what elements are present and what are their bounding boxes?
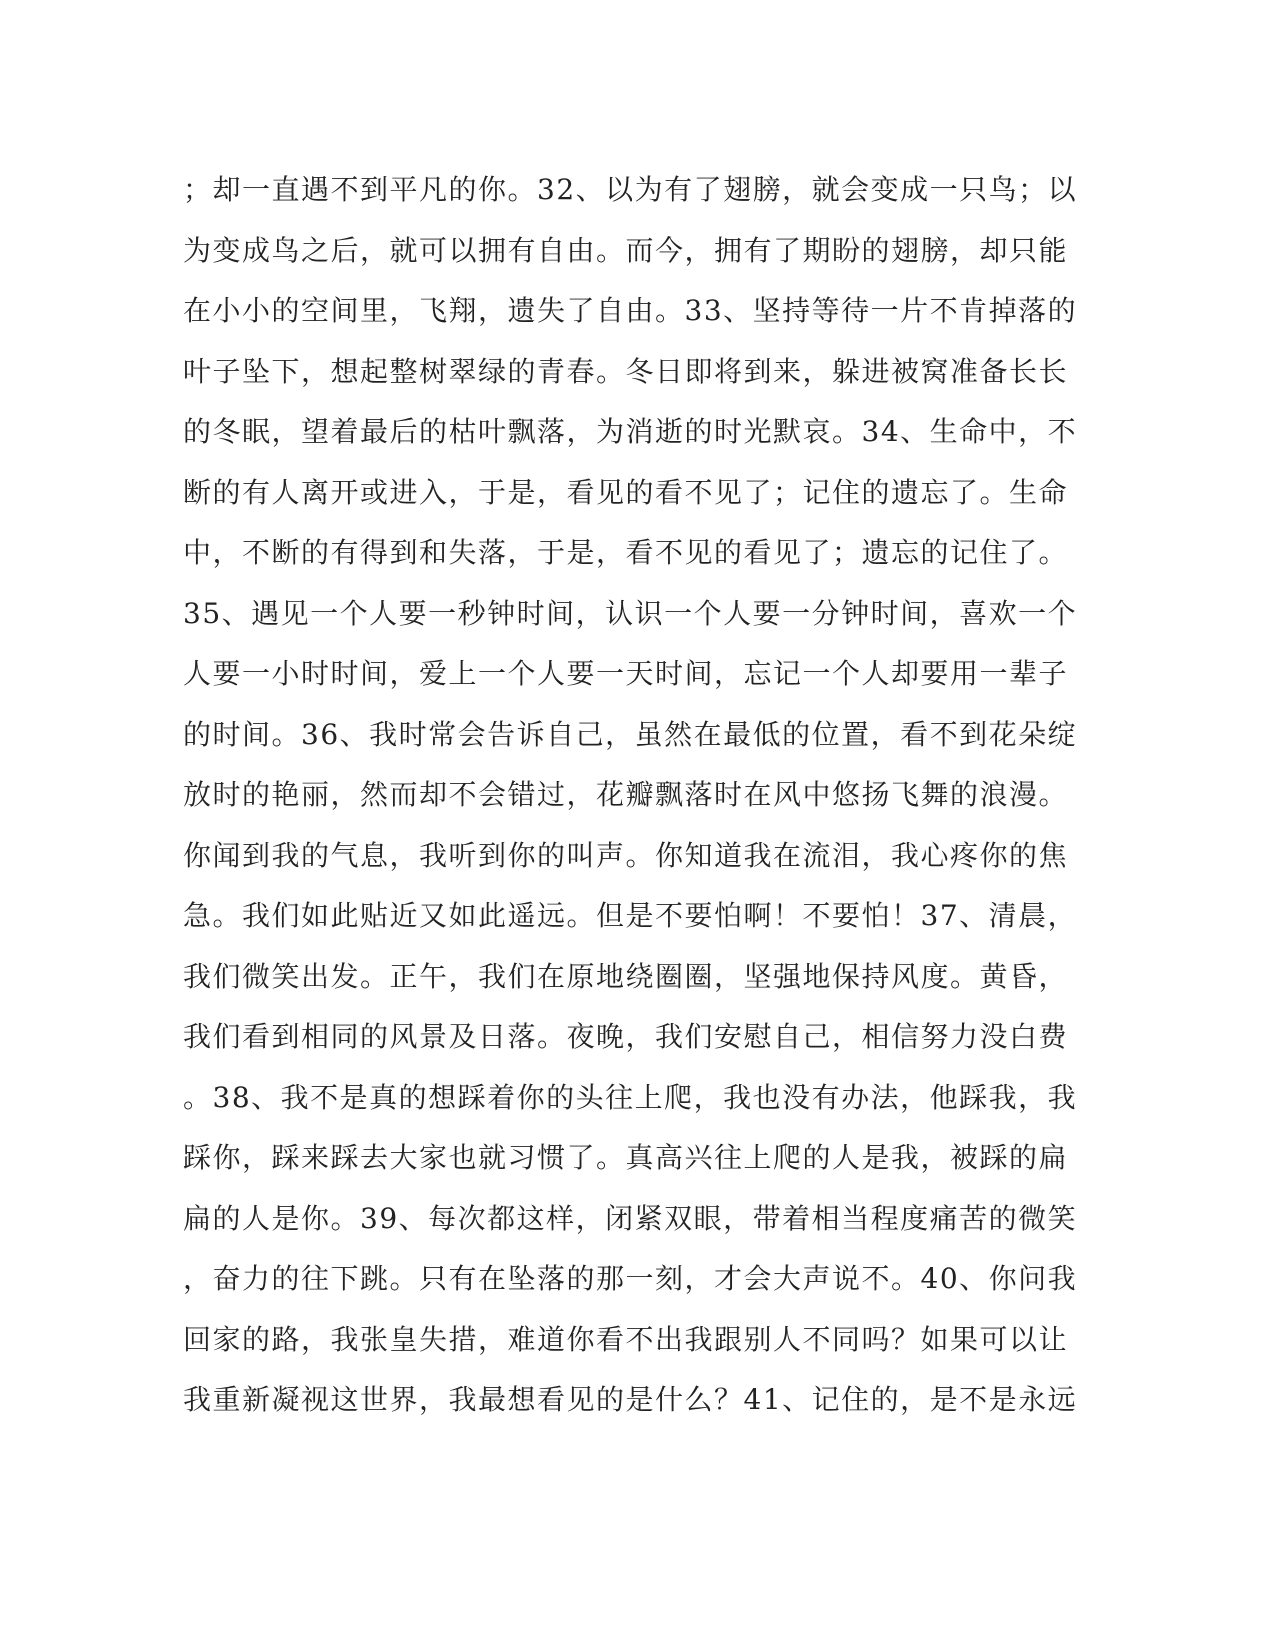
text-line: 急。我们如此贴近又如此遥远。但是不要怕啊！不要怕！37、清晨， [183, 899, 1078, 932]
text-line: 你闻到我的气息，我听到你的叫声。你知道我在流泪，我心疼你的焦 [183, 838, 1069, 872]
text-line: 放时的艳丽，然而却不会错过，花瓣飘落时在风中悠扬飞舞的浪漫。 [183, 778, 1069, 811]
text-line: 踩你，踩来踩去大家也就习惯了。真高兴往上爬的人是我，被踩的扁 [183, 1141, 1069, 1174]
body-text [183, 160, 1078, 1431]
text-line: 我重新凝视这世界，我最想看见的是什么？41、记住的，是不是永远 [183, 1383, 1078, 1416]
text-line: 回家的路，我张皇失措，难道你看不出我跟别人不同吗？如果可以让 [183, 1322, 1069, 1356]
text-line: 我们看到相同的风景及日落。夜晚，我们安慰自己，相信努力没白费 [183, 1020, 1069, 1053]
text-line: 叶子坠下，想起整树翠绿的青春。冬日即将到来，躲进被窝准备长长 [183, 354, 1069, 388]
text-line: 在小小的空间里，飞翔，遗失了自由。33、坚持等待一片不肯掉落的 [183, 294, 1078, 327]
text-line: 的时间。36、我时常会告诉自己，虽然在最低的位置，看不到花朵绽 [183, 717, 1078, 751]
text-line: ；却一直遇不到平凡的你。32、以为有了翅膀，就会变成一只鸟；以 [183, 173, 1078, 206]
text-line: 为变成鸟之后，就可以拥有自由。而今，拥有了期盼的翅膀，却只能 [183, 233, 1069, 267]
text-line: 35、遇见一个人要一秒钟时间，认识一个人要一分钟时间，喜欢一个 [183, 596, 1078, 630]
text-line: 。38、我不是真的想踩着你的头往上爬，我也没有办法，他踩我，我 [183, 1080, 1078, 1114]
text-line: 人要一小时时间，爱上一个人要一天时间，忘记一个人却要用一辈子 [183, 657, 1069, 690]
text-line: 的冬眠，望着最后的枯叶飘落，为消逝的时光默哀。34、生命中，不 [183, 415, 1078, 448]
text-line: 中，不断的有得到和失落，于是，看不见的看见了；遗忘的记住了。 [183, 536, 1069, 569]
text-line: 扁的人是你。39、每次都这样，闭紧双眼，带着相当程度痛苦的微笑 [183, 1201, 1078, 1235]
text-line: ，奋力的往下跳。只有在坠落的那一刻，才会大声说不。40、你问我 [183, 1262, 1078, 1295]
text-line: 我们微笑出发。正午，我们在原地绕圈圈，坚强地保持风度。黄昏， [183, 959, 1069, 993]
text-line: 断的有人离开或进入，于是，看见的看不见了；记住的遗忘了。生命 [183, 475, 1069, 509]
